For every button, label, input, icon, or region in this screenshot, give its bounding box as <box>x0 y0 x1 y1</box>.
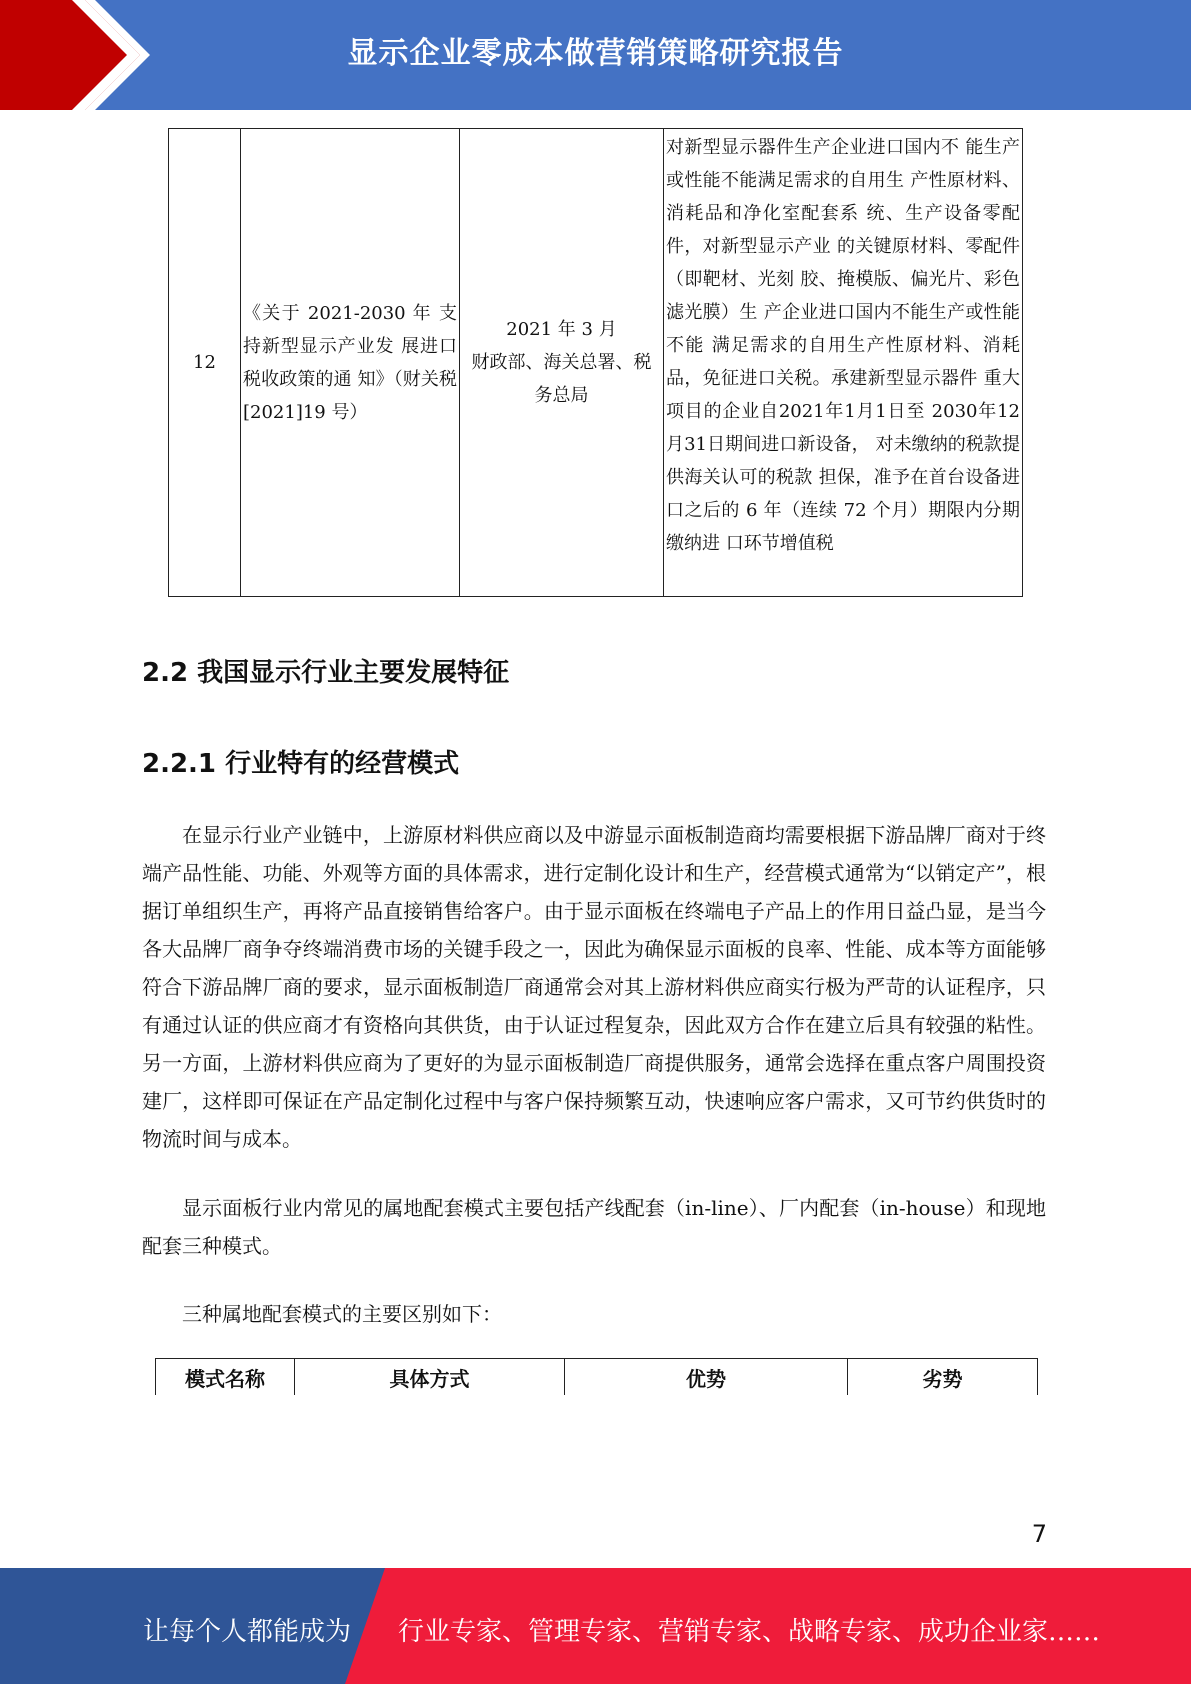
paragraph-supply-modes: 显示面板行业内常见的属地配套模式主要包括产线配套（in-line）、厂内配套（in-house）和现地配套三种模式。 <box>142 1196 1046 1258</box>
policy-name: 《关于 2021-2030 年 支持新型显示产业发 展进口税收政策的通 知》（财关税[2021]19 号） <box>241 129 460 597</box>
header-advantages: 优势 <box>565 1359 848 1396</box>
policy-table <box>168 128 1023 597</box>
row-number: 12 <box>169 129 241 597</box>
table-row <box>169 129 1023 597</box>
mode-table <box>155 1358 1038 1395</box>
policy-date-issuer <box>460 129 664 597</box>
header-method: 具体方式 <box>295 1359 565 1396</box>
paragraph-mode-intro: 三种属地配套模式的主要区别如下： <box>182 1302 502 1326</box>
footer-slogan-lead: 让每个人都能成为 <box>143 1617 352 1647</box>
report-title: 显示企业零成本做营销策略研究报告 <box>347 36 844 71</box>
policy-issuer: 财政部、海关总署、税务总局 <box>471 352 652 406</box>
policy-content: 对新型显示器件生产企业进口国内不 能生产或性能不能满足需求的自用生 产性原材料、消耗品和净化室配套系 统、生产设备零配件，对新型显示产业 的关键原材料、零配件（即靶材、光刻 胶、掩模版、偏光片、彩色滤光膜）生 产企业进口国内不能生产或性能不能 满足需求的自用生产性原材料、消耗 品，免征进口关税。承建新型显示器件 重大项目的企业自2021年1月1日至 2030年12月31日期间进口新设备， 对未缴纳的税款提供海关认可的税款 担保，准予在首台设备进口之后的 6 年（连续 72 个月）期限内分期缴纳进 口环节增值税 <box>664 129 1023 597</box>
header-disadvantages: 劣势 <box>848 1359 1038 1396</box>
section-heading: 2.2 我国显示行业主要发展特征 <box>142 658 510 688</box>
footer-slogan-roles: 行业专家、管理专家、营销专家、战略专家、成功企业家…… <box>398 1617 1101 1647</box>
page-header <box>0 0 1191 110</box>
header-mode-name: 模式名称 <box>156 1359 295 1396</box>
policy-date: 2021 年 3 月 <box>506 319 617 340</box>
page-number: 7 <box>1031 1520 1047 1548</box>
subsection-heading: 2.2.1 行业特有的经营模式 <box>142 749 460 779</box>
table-header-row <box>156 1359 1038 1396</box>
paragraph-business-model: 在显示行业产业链中，上游原材料供应商以及中游显示面板制造商均需要根据下游品牌厂商对于终端产品性能、功能、外观等方面的具体需求，进行定制化设计和生产，经营模式通常为“以销定产”，根据订单组织生产，再将产品直接销售给客户。由于显示面板在终端电子产品上的作用日益凸显，是当今各大品牌厂商争夺终端消费市场的关键手段之一，因此为确保显示面板的良率、性能、成本等方面能够符合下游品牌厂商的要求，显示面板制造厂商通常会对其上游材料供应商实行极为严苛的认证程序，只有通过认证的供应商才有资格向其供货，由于认证过程复杂，因此双方合作在建立后具有较强的粘性。另一方面，上游材料供应商为了更好的为显示面板制造厂商提供服务，通常会选择在重点客户周围投资建厂，这样即可保证在产品定制化过程中与客户保持频繁互动，快速响应客户需求，又可节约供货时的物流时间与成本。 <box>142 823 1046 1151</box>
